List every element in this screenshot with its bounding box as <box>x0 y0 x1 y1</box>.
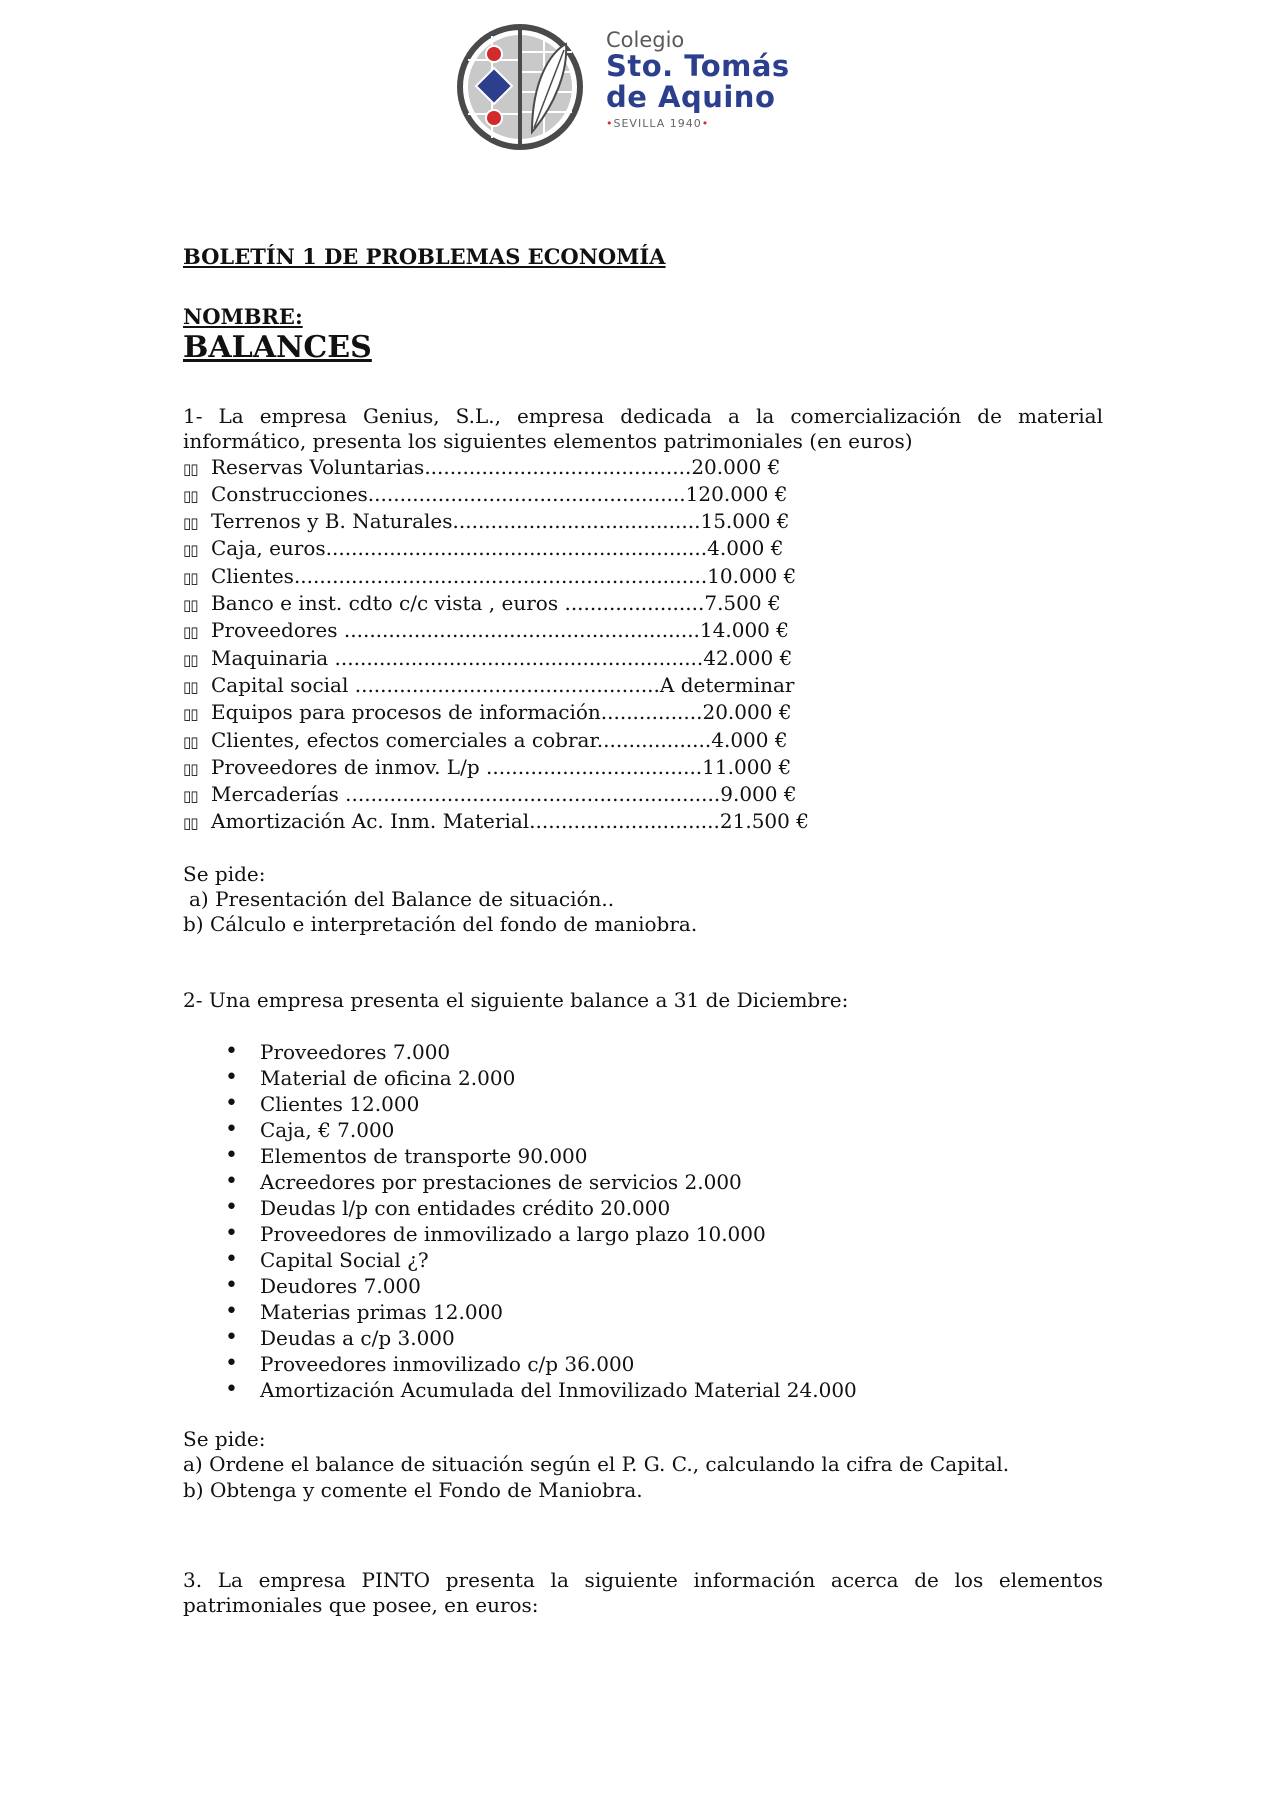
problem-2-items <box>183 1039 1103 1403</box>
problem-1-task-a: a) Presentación del Balance de situación.. <box>189 887 615 912</box>
red-dot-icon: • <box>701 117 710 130</box>
bullet-item: • Acreedores por prestaciones de servicios 2.000 <box>183 1169 1103 1195</box>
bullet-item: • Elementos de transporte 90.000 <box>183 1143 1103 1169</box>
balance-item-label: Equipos para procesos de información <box>211 700 601 725</box>
missing-glyph-icon: ▯▯ <box>183 568 198 587</box>
logo-line-name-2: de Aquino <box>606 80 776 114</box>
document-content <box>183 244 1103 1618</box>
balance-item-value: 20.000 € <box>702 700 792 725</box>
missing-glyph-icon: ▯▯ <box>183 677 198 696</box>
missing-glyph-icon: ▯▯ <box>183 596 198 615</box>
balance-item <box>183 509 1103 536</box>
balance-item <box>183 673 1103 700</box>
missing-glyph-icon: ▯▯ <box>183 705 198 724</box>
logo-city <box>606 117 790 130</box>
logo-city-text: SEVILLA 1940 <box>613 117 702 130</box>
document-title: BOLETÍN 1 DE PROBLEMAS ECONOMÍA <box>183 244 666 269</box>
balance-item <box>183 564 1103 591</box>
bullet-item: • Deudas l/p con entidades crédito 20.000 <box>183 1195 1103 1221</box>
problem-1-intro: 1- La empresa Genius, S.L., empresa dedicada a la comercialización de material informático, presenta los siguientes elementos patrimoniales (en euros) <box>183 404 1103 454</box>
school-crest-icon <box>454 22 594 152</box>
balance-item-label: Clientes <box>211 563 294 588</box>
balance-item-leader-dots: ........................................................ <box>343 618 700 643</box>
bullet-item: • Deudores 7.000 <box>183 1273 1103 1299</box>
missing-glyph-icon: ▯▯ <box>183 541 198 560</box>
problem-2-intro: 2- Una empresa presenta el siguiente balance a 31 de Diciembre: <box>183 987 849 1012</box>
missing-glyph-icon: ▯▯ <box>183 759 198 778</box>
problem-2-task-a: a) Ordene el balance de situación según el P. G. C., calculando la cifra de Capital. <box>183 1452 1010 1477</box>
balance-item <box>183 782 1103 809</box>
nombre-label: NOMBRE: <box>183 304 303 329</box>
balance-item-label: Proveedores <box>211 618 344 643</box>
balance-item-label: Reservas Voluntarias <box>211 454 425 479</box>
problem-1-task-b: b) Cálculo e interpretación del fondo de maniobra. <box>183 912 698 937</box>
balance-item-value: 42.000 € <box>703 645 793 670</box>
balance-item-label: Construcciones <box>211 481 368 506</box>
bullet-item: • Clientes 12.000 <box>183 1091 1103 1117</box>
balance-item-value: 15.000 € <box>700 509 790 534</box>
missing-glyph-icon: ▯▯ <box>183 650 198 669</box>
balance-item <box>183 700 1103 727</box>
balance-item <box>183 536 1103 563</box>
balance-item <box>183 755 1103 782</box>
bullet-item: • Material de oficina 2.000 <box>183 1065 1103 1091</box>
balance-item-leader-dots: ................................................................. <box>293 563 708 588</box>
bullet-item: • Amortización Acumulada del Inmovilizado Material 24.000 <box>183 1377 1103 1403</box>
balance-item-value: 7.500 € <box>704 591 781 616</box>
balance-item-value: 20.000 € <box>691 454 781 479</box>
balance-item-leader-dots: .................. <box>596 727 712 752</box>
bullet-item: • Proveedores inmovilizado c/p 36.000 <box>183 1351 1103 1377</box>
balance-item <box>183 455 1103 482</box>
balance-item-value: 11.000 € <box>702 754 792 779</box>
balance-item-label: Mercaderías <box>211 782 346 807</box>
balance-item-label: Terrenos y B. Naturales <box>211 509 453 534</box>
problem-2-task-b: b) Obtenga y comente el Fondo de Maniobra. <box>183 1477 643 1502</box>
bullet-item: • Proveedores de inmovilizado a largo plazo 10.000 <box>183 1221 1103 1247</box>
problem-3-intro: 3. La empresa PINTO presenta la siguiente información acerca de los elementos patrimoniales que posee, en euros: <box>183 1567 1103 1618</box>
balance-item-leader-dots: .............................. <box>529 809 720 834</box>
logo-line-colegio: Colegio <box>606 28 685 52</box>
balance-item-label: Banco e inst. cdto c/c vista , euros <box>211 591 565 616</box>
balance-item <box>183 482 1103 509</box>
balance-item <box>183 591 1103 618</box>
missing-glyph-icon: ▯▯ <box>183 514 198 533</box>
balance-item-value: A determinar <box>659 672 795 697</box>
balance-item-leader-dots: .................................. <box>486 754 703 779</box>
balance-item-value: 10.000 € <box>707 563 797 588</box>
missing-glyph-icon: ▯▯ <box>183 623 198 642</box>
balance-item <box>183 728 1103 755</box>
missing-glyph-icon: ▯▯ <box>183 787 198 806</box>
balance-item-leader-dots: ................................................ <box>354 672 660 697</box>
balance-item-leader-dots: ....................................... <box>452 509 701 534</box>
balance-item-value: 4.000 € <box>707 536 784 561</box>
missing-glyph-icon: ▯▯ <box>183 732 198 751</box>
bullet-item: • Deudas a c/p 3.000 <box>183 1325 1103 1351</box>
balance-item-value: 14.000 € <box>699 618 789 643</box>
balance-item-leader-dots: ...................... <box>564 591 705 616</box>
balance-item-label: Caja, euros <box>211 536 326 561</box>
missing-glyph-icon: ▯▯ <box>183 486 198 505</box>
balance-item-value: 4.000 € <box>711 727 788 752</box>
logo-line-name: Sto. Tomás <box>606 49 790 83</box>
balance-item-label: Proveedores de inmov. L/p <box>211 754 486 779</box>
balance-item-leader-dots: .................................................. <box>367 481 686 506</box>
logo-wordmark <box>606 30 790 130</box>
balance-item <box>183 809 1103 836</box>
problem-2-se-pide: Se pide: <box>183 1426 266 1451</box>
balance-item-leader-dots: ................ <box>600 700 703 725</box>
balance-item-leader-dots: ........................................................... <box>345 782 721 807</box>
bullet-item: • Materias primas 12.000 <box>183 1299 1103 1325</box>
balance-item-label: Amortización Ac. Inm. Material <box>211 809 530 834</box>
section-title: BALANCES <box>183 330 372 365</box>
missing-glyph-icon: ▯▯ <box>183 459 198 478</box>
balance-item-label: Maquinaria <box>211 645 335 670</box>
bullet-item: • Capital Social ¿? <box>183 1247 1103 1273</box>
balance-item-value: 120.000 € <box>685 481 788 506</box>
balance-item <box>183 618 1103 645</box>
balance-item-value: 9.000 € <box>720 782 797 807</box>
bullet-item: • Caja, € 7.000 <box>183 1117 1103 1143</box>
balance-item-leader-dots: .......................................... <box>424 454 692 479</box>
red-dot-icon: • <box>606 117 614 130</box>
problem-1-se-pide: Se pide: <box>183 861 266 886</box>
problem-1-items <box>183 455 1103 837</box>
balance-item-label: Clientes, efectos comerciales a cobrar <box>211 727 597 752</box>
balance-item <box>183 646 1103 673</box>
bullet-item: • Proveedores 7.000 <box>183 1039 1103 1065</box>
missing-glyph-icon: ▯▯ <box>183 814 198 833</box>
balance-item-leader-dots: .......................................................... <box>334 645 704 670</box>
balance-item-label: Capital social <box>211 672 355 697</box>
balance-item-value: 21.500 € <box>719 809 809 834</box>
balance-item-leader-dots: ............................................................ <box>325 536 708 561</box>
school-logo <box>454 22 794 152</box>
